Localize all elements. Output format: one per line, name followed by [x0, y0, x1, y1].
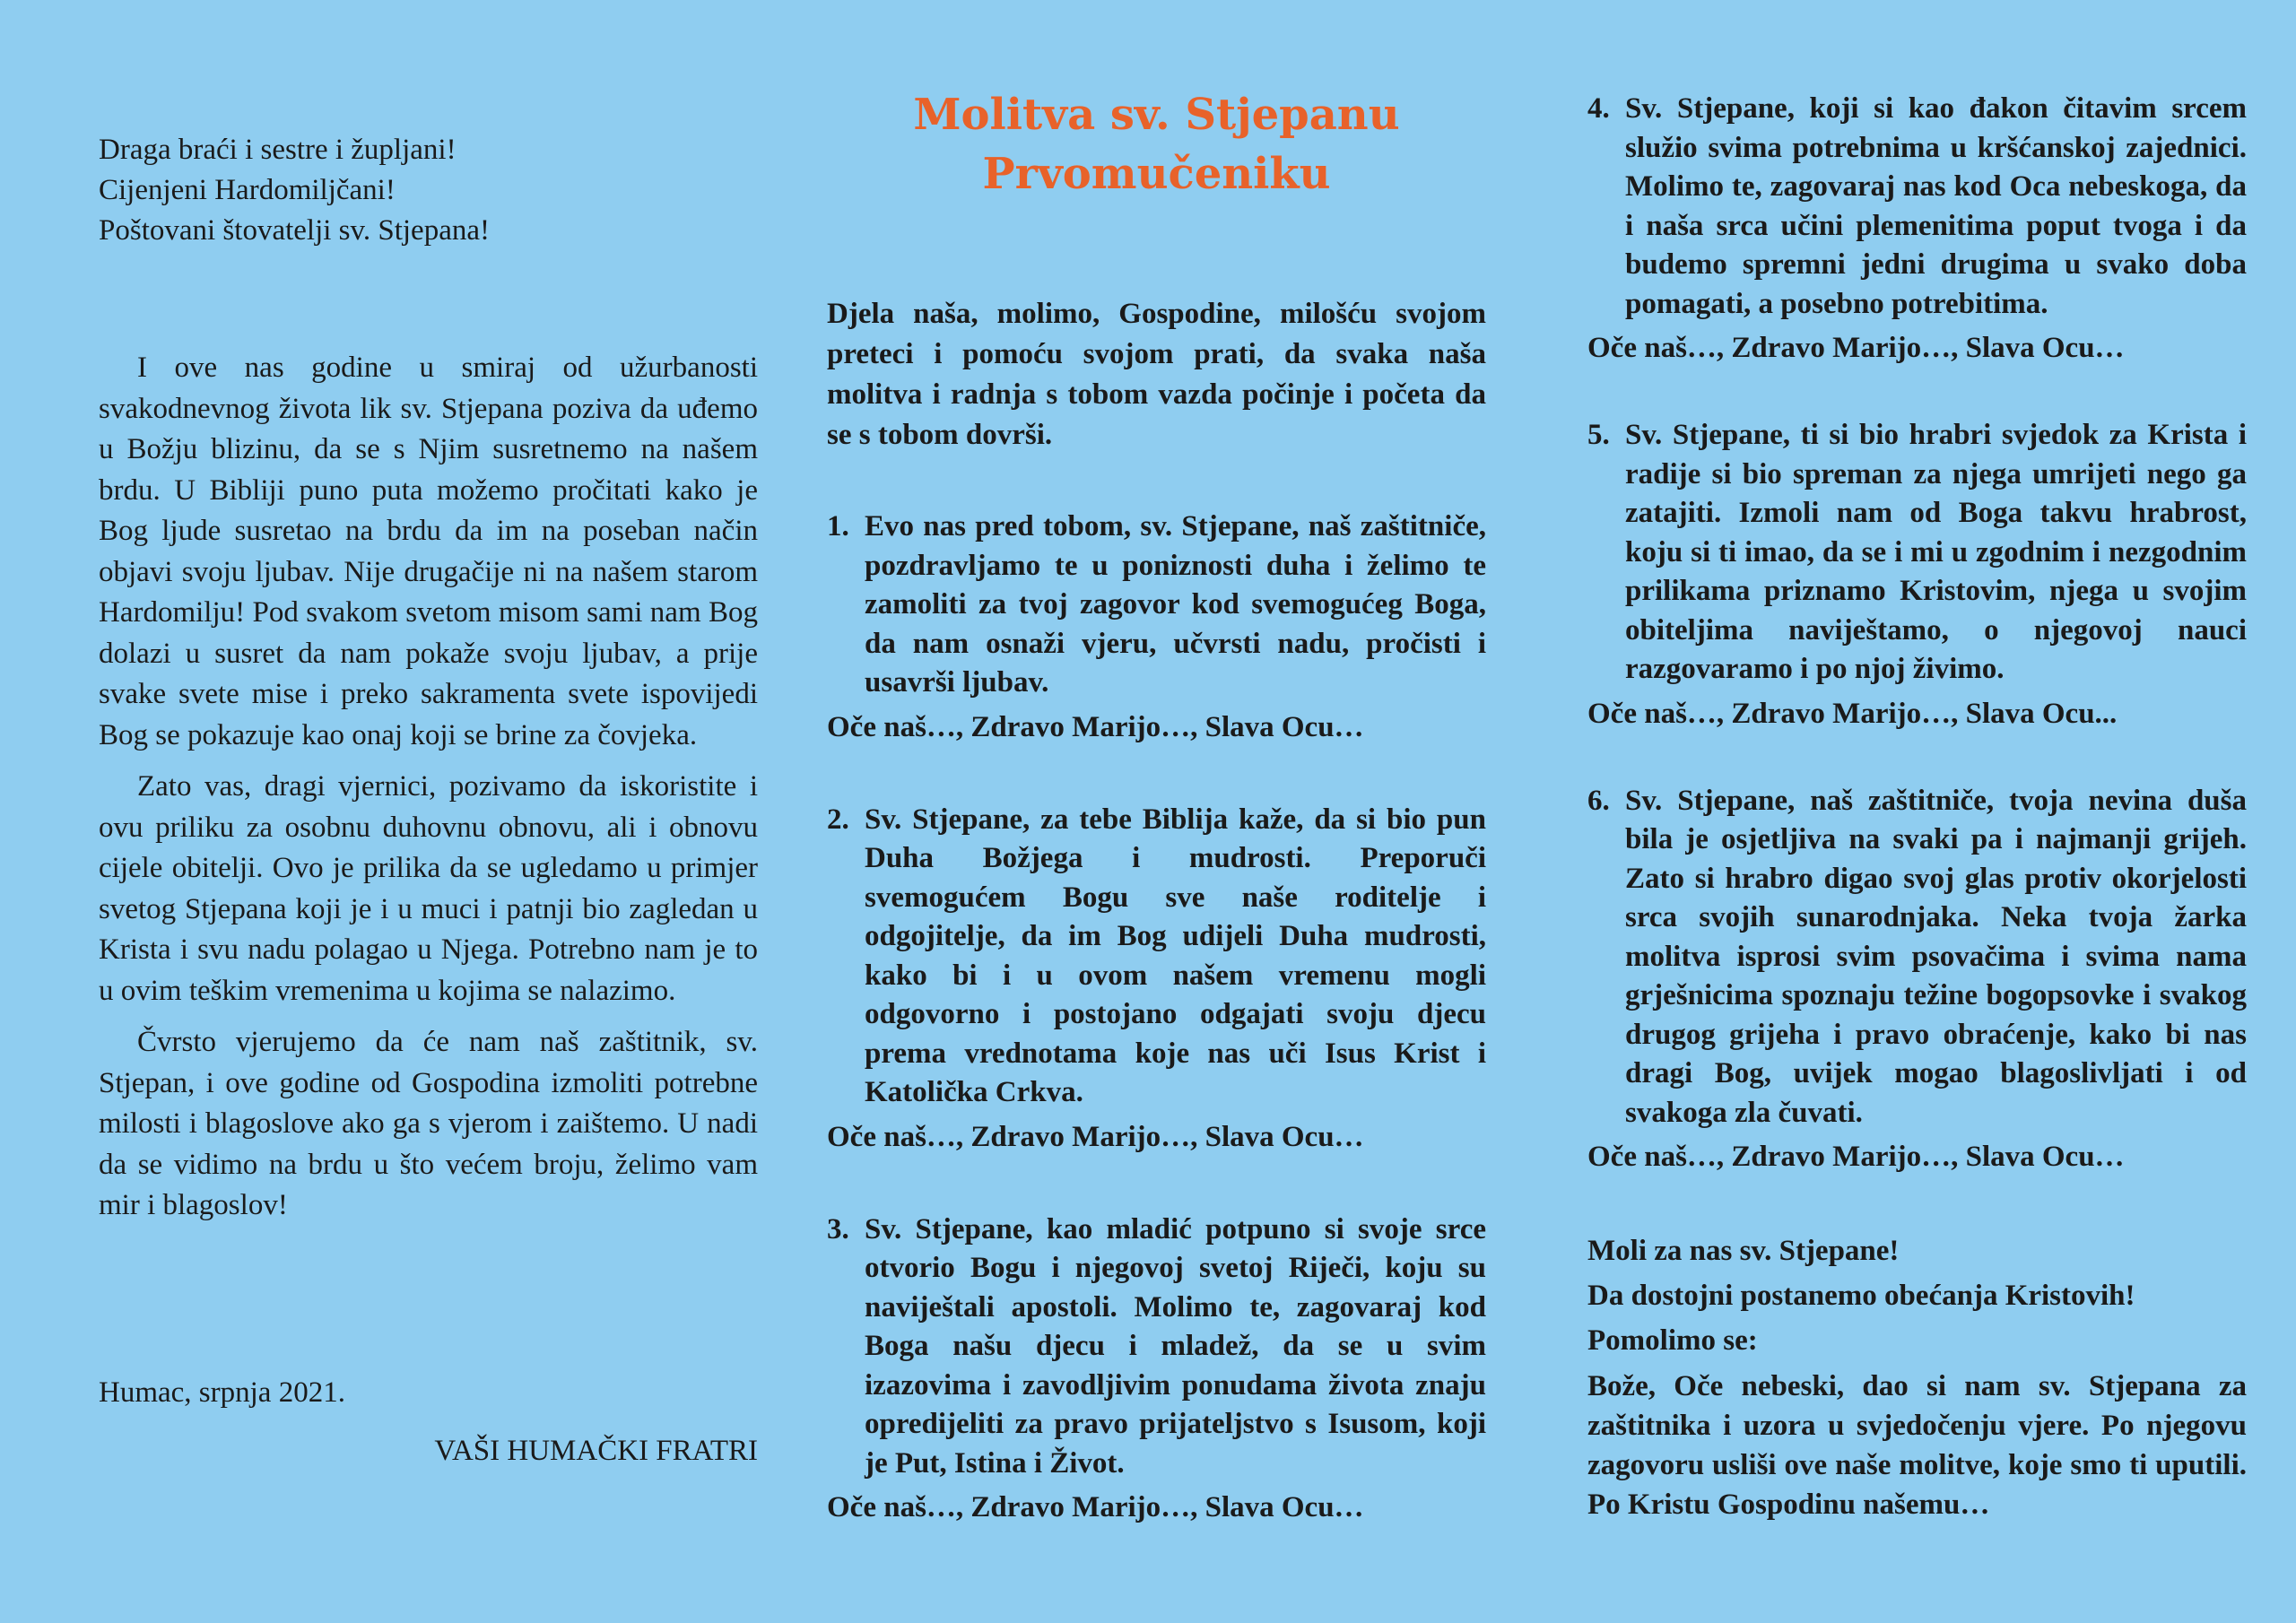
prayer-refrain: Oče naš…, Zdravo Marijo…, Slava Ocu… [1587, 1141, 2125, 1173]
prayer-refrain: Oče naš…, Zdravo Marijo…, Slava Ocu... [1587, 697, 2118, 730]
title-line: Molitva sv. Stjepanu [913, 90, 1400, 140]
greeting-line: Poštovani štovatelji sv. Stjepana! [99, 214, 490, 247]
prayer-text: Sv. Stjepane, naš zaštitniče, tvoja nevina duša bila je osjetljiva na svaki pa i najmanji grijeh. Zato si hrabro digao svoj glas protiv okorjelosti srca svojih sunarodnjaka. Neka tvoja žarka molitva isprosi svim psovačima i svima nama grješnicima spoznaju težine bogopsovke i svakog drugog grijeha i pravo obraćenje, kako bi nas dragi Bog, uvijek mogao blagoslivljati i od svakoga zla čuvati. [1625, 784, 2247, 1129]
letter-paragraph: I ove nas godine u smiraj od užurbanosti svakodnevnog života lik sv. Stjepana poziva da uđemo u Božju blizinu, da se s Njim susretnemo na našem brdu. U Bibliji puno puta možemo pročitati kako je Bog ljude susretao na brdu da im na poseban način objavi svoju ljubav. Nije drugačije ni na našem starom Hardomilju! Pod svakom svetom misom sami nam Bog dolazi u susret da nam pokaže svoju ljubav, a prije svake svete mise i preko sakramenta svete ispovijedi Bog se pokazuje kao onaj koji se brine za čovjeka. [99, 352, 758, 751]
intro-prayer: Djela naša, molimo, Gospodine, milošću svojom preteci i pomoću svojom prati, da svaka naša molitva i radnja s tobom vazda počinje i početa da se s tobom dovrši. [827, 298, 1486, 451]
prayer-text: Sv. Stjepane, koji si kao đakon čitavim srcem služio svima potrebnima u kršćanskoj zajednici. Molimo te, zagovaraj nas kod Oca nebeskoga, da i naša srca učini plemenitima poput tvoga i da budemo spremni jedni drugima u svako doba pomagati, a posebno potrebitima. [1625, 92, 2247, 320]
prayer-item [1587, 90, 2247, 368]
page-title [809, 85, 1504, 204]
closing-prayer: Bože, Oče nebeski, dao si nam sv. Stjepana za zaštitnika i uzora u svjedočenju vjere. Po njegovu zagovoru usliši ove naše molitve, koje smo ti uputili. Po Kristu Gospodinu našemu… [1587, 1370, 2247, 1521]
closing-line: Moli za nas sv. Stjepane! [1587, 1235, 1900, 1267]
prayer-text: Sv. Stjepane, ti si bio hrabri svjedok za Krista i radije si bio spreman za njega umrijeti nego ga zatajiti. Izmoli nam od Boga takvu hrabrost, koju si ti imao, da se i mi u zgodnim i nezgodnim prilikama priznamo Kristovim, njega u svojim obiteljima naviještamo, o njegovoj nauci razgovaramo i po njoj živimo. [1625, 419, 2247, 685]
letter-body [99, 348, 758, 1237]
prayer-item [827, 508, 1486, 747]
closing-block [1587, 1228, 2247, 1524]
prayer-item [1587, 416, 2247, 733]
place-date: Humac, srpnja 2021. [99, 1376, 345, 1409]
closing-line: Pomolimo se: [1587, 1324, 1758, 1357]
prayer-text: Sv. Stjepane, kao mladić potpuno si svoje srce otvorio Bogu i njegovoj svetoj Riječi, koju su naviještali apostoli. Molimo te, zagovaraj kod Boga našu djecu i mladež, da se u svim izazovima i zavodljivim ponudama života znaju opredijeliti za pravo prijateljstvo s Isusom, koji je Put, Istina i Život. [865, 1212, 1486, 1480]
prayer-refrain: Oče naš…, Zdravo Marijo…, Slava Ocu… [827, 1120, 1364, 1153]
letter-paragraph: Čvrsto vjerujemo da će nam naš zaštitnik, sv. Stjepan, i ove godine od Gospodina izmoliti potrebne milosti i blagoslove ako ga s vjerom i zaištemo. U nadi da se vidimo na brdu u što većem broju, želimo vam mir i blagoslov! [99, 1026, 758, 1221]
prayer-list [1587, 90, 2247, 1176]
prayer-number: 6. [1587, 784, 1610, 817]
prayer-text: Sv. Stjepane, za tebe Biblija kaže, da si bio pun Duha Božjega i mudrosti. Preporuči svemogućem Bogu sve naše roditelje i odgojitelje, da im Bog udijeli Duha mudrosti, kako bi i u ovom našem vremenu mogli odgovorno i postojano odgajati svoju djecu prema vrednotama koje nas uči Isus Krist i Katolička Crkva. [865, 803, 1486, 1108]
title-line: Prvomučeniku [982, 149, 1331, 199]
prayer-number: 1. [827, 510, 849, 542]
prayer-text: Evo nas pred tobom, sv. Stjepane, naš zaštitniče, pozdravljamo te u poniznosti duha i želimo te zamoliti za tvoj zagovor kod svemogućeg Boga, da nam osnaži vjeru, učvrsti nadu, pročisti i usavrši ljubav. [865, 510, 1486, 699]
prayer-number: 2. [827, 803, 849, 836]
prayer-item [827, 1211, 1486, 1528]
prayer-refrain: Oče naš…, Zdravo Marijo…, Slava Ocu… [827, 710, 1364, 743]
prayer-list [827, 508, 1486, 1527]
letter-paragraph: Zato vas, dragi vjernici, pozivamo da iskoristite i ovu priliku za osobnu duhovnu obnovu, ali i obnovu cijele obitelji. Ovo je prilika da se ugledamo u primjer svetog Stjepana koji je i u muci i patnji bio zagledan u Krista i svu nadu polagao u Njega. Potrebno nam je to u ovim teškim vremenima u kojima se nalazimo. [99, 770, 758, 1007]
signature: VAŠI HUMAČKI FRATRI [434, 1435, 758, 1467]
prayer-number: 5. [1587, 419, 1610, 451]
closing-line: Da dostojni postanemo obećanja Kristovih! [1587, 1280, 2135, 1312]
prayer-item [1587, 782, 2247, 1177]
greeting-line: Cijenjeni Hardomiljčani! [99, 174, 396, 206]
prayer-refrain: Oče naš…, Zdravo Marijo…, Slava Ocu… [827, 1491, 1364, 1523]
greeting-block [99, 130, 490, 251]
prayer-number: 4. [1587, 92, 1610, 125]
prayer-refrain: Oče naš…, Zdravo Marijo…, Slava Ocu… [1587, 332, 2125, 364]
prayer-item [827, 801, 1486, 1157]
prayer-number: 3. [827, 1212, 849, 1245]
greeting-line: Draga braći i sestre i župljani! [99, 134, 457, 166]
